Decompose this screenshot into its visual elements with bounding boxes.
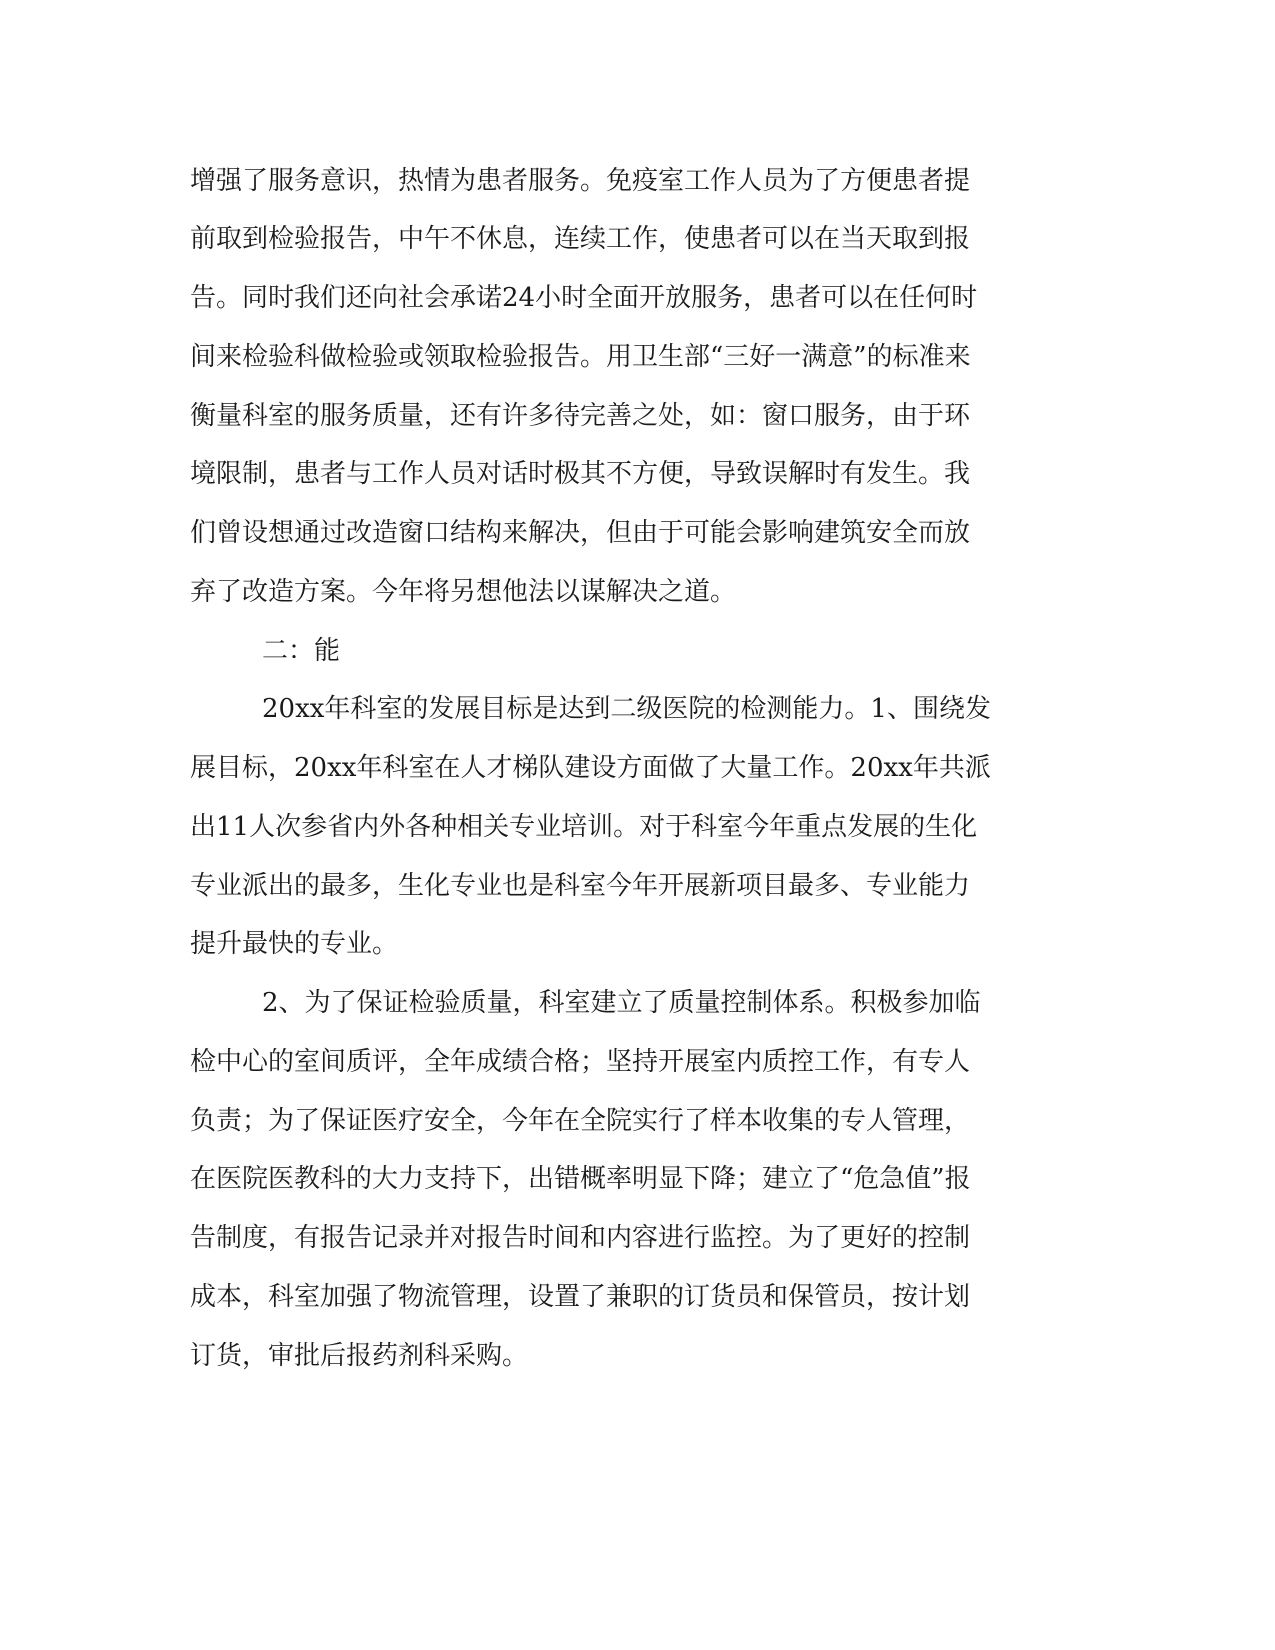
paragraph-line: 订货，审批后报药剂科采购。: [190, 1341, 529, 1371]
paragraph-line: 前取到检验报告，中午不休息，连续工作，使患者可以在当天取到报: [190, 224, 971, 254]
paragraph-line: 增强了服务意识，热情为患者服务。免疫室工作人员为了方便患者提: [190, 166, 971, 196]
paragraph-line: 提升最快的专业。: [190, 929, 399, 959]
paragraph-line: 告。同时我们还向社会承诺24小时全面开放服务，患者可以在任何时: [190, 283, 978, 313]
paragraph-line: 专业派出的最多，生化专业也是科室今年开展新项目最多、专业能力: [190, 871, 971, 901]
paragraph-line: 弃了改造方案。今年将另想他法以谋解决之道。: [190, 577, 737, 607]
paragraph-line: 成本，科室加强了物流管理，设置了兼职的订货员和保管员，按计划: [190, 1282, 971, 1312]
paragraph-line: 2、为了保证检验质量，科室建立了质量控制体系。积极参加临: [262, 988, 981, 1018]
paragraph-line: 衡量科室的服务质量，还有许多待完善之处，如：窗口服务，由于环: [190, 401, 971, 431]
paragraph-line: 负责；为了保证医疗安全，今年在全院实行了样本收集的专人管理，: [190, 1106, 971, 1136]
paragraph-line: 告制度，有报告记录并对报告时间和内容进行监控。为了更好的控制: [190, 1223, 971, 1253]
paragraph-line: 间来检验科做检验或领取检验报告。用卫生部“三好一满意”的标准来: [190, 342, 971, 372]
paragraph-line: 在医院医教科的大力支持下，出错概率明显下降；建立了“危急值”报: [190, 1164, 971, 1194]
paragraph-line: 20xx年科室的发展目标是达到二级医院的检测能力。1、围绕发: [262, 694, 991, 724]
paragraph-line: 检中心的室间质评，全年成绩合格；坚持开展室内质控工作，有专人: [190, 1047, 971, 1077]
section-heading: 二：能: [262, 636, 341, 666]
paragraph-line: 出11人次参省内外各种相关专业培训。对于科室今年重点发展的生化: [190, 812, 978, 842]
paragraph-line: 境限制，患者与工作人员对话时极其不方便，导致误解时有发生。我: [190, 459, 971, 489]
paragraph-line: 们曾设想通过改造窗口结构来解决，但由于可能会影响建筑安全而放: [190, 518, 971, 548]
paragraph-line: 展目标，20xx年科室在人才梯队建设方面做了大量工作。20xx年共派: [190, 753, 991, 783]
